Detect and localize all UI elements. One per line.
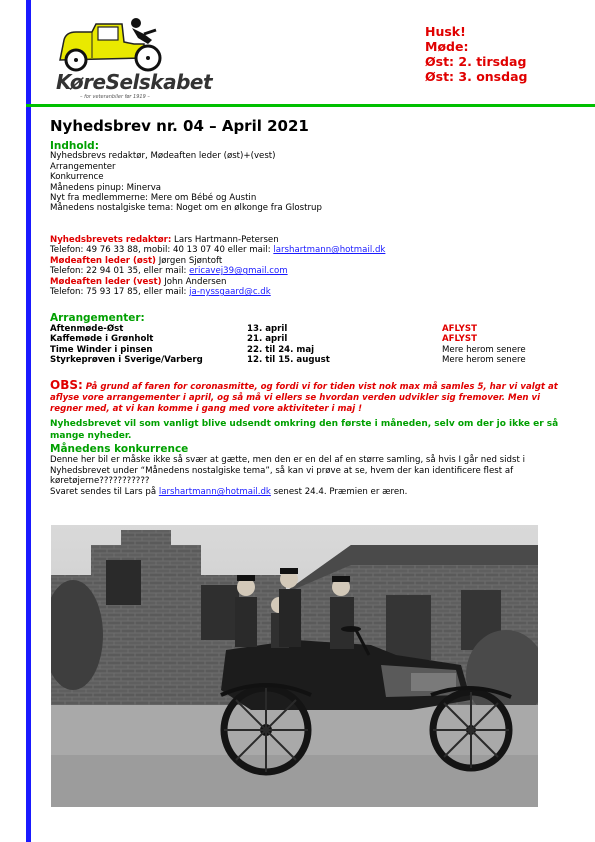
event-date: 13. april	[247, 323, 288, 334]
vintage-car-illustration	[51, 525, 538, 807]
contents-item: Konkurrence	[50, 172, 104, 183]
covid-notice	[50, 380, 570, 415]
contest-answer-suffix: senest 24.4. Præmien er æren.	[273, 487, 408, 498]
contents-item: Arrangementer	[50, 161, 116, 172]
car-logo-icon	[52, 10, 192, 72]
reminder-line: Øst: 2. tirsdag	[425, 54, 527, 69]
contacts-section	[50, 235, 385, 297]
contact-email-link[interactable]: ericavej39@gmail.com	[189, 266, 288, 277]
contact-role: Mødeaften leder (vest)	[50, 276, 162, 287]
contest-answer	[50, 487, 575, 498]
notice-label: OBS:	[50, 378, 83, 392]
event-status: AFLYST	[442, 323, 477, 334]
contact-role: Mødeaften leder (øst)	[50, 255, 156, 266]
event-status: AFLYST	[442, 334, 477, 344]
newsletter-note: Nyhedsbrevet vil som vanligt blive udsendt omkring den første i måneden, selv om der jo ikke er så mange nyheder.	[50, 419, 559, 441]
contact-phone-line	[50, 266, 385, 276]
contest-heading: Månedens konkurrence	[50, 443, 189, 455]
contact-phone: Telefon: 75 93 17 85, eller mail:	[50, 287, 187, 298]
contact-name: John Andersen	[164, 276, 227, 287]
event-row	[50, 334, 562, 345]
events-heading: Arrangementer:	[50, 312, 145, 324]
event-date: 21. april	[247, 334, 288, 344]
contact-editor	[50, 235, 385, 245]
contents-item: Månedens pinup: Minerva	[50, 182, 162, 193]
notice-text: På grund af faren for coronasmitte, og fordi vi for tiden vist nok max må samles 5, har vi valgt at aflyse vore arrangementer i april, og så må vi ellers se hvordan verden udvikler sig fremover. Men vi regner med, at vi kan komme i gang med vore aktiviteter i maj !	[50, 382, 558, 414]
event-date: 12. til 15. august	[247, 355, 330, 365]
contact-phone-line	[50, 287, 385, 297]
event-date: 22. til 24. maj	[247, 344, 315, 355]
contact-phone: Telefon: 22 94 01 35, eller mail:	[50, 266, 187, 277]
event-name: Styrkeprøven i Sverige/Varberg	[50, 355, 203, 365]
left-accent-bar	[26, 0, 31, 842]
contest-email-link[interactable]: larshartmann@hotmail.dk	[158, 487, 271, 498]
event-status: Mere herom senere	[442, 355, 526, 365]
contact-name: Lars Hartmann-Petersen	[174, 235, 279, 245]
contact-role: Nyhedsbrevets redaktør:	[50, 235, 172, 245]
header-divider	[26, 104, 595, 107]
contact-west-leader	[50, 277, 385, 287]
reminder-line: Øst: 3. onsdag	[425, 69, 528, 84]
event-status: Mere herom senere	[442, 344, 526, 355]
event-row	[50, 324, 562, 335]
contact-name: Jørgen Sjøntoft	[158, 255, 223, 266]
event-row	[50, 355, 562, 366]
reminder-line: Husk!	[425, 24, 466, 39]
contact-phone-line	[50, 245, 385, 255]
contest-section	[50, 444, 575, 498]
contact-phone: Telefon: 49 76 33 88, mobil: 40 13 07 40 eller mail:	[50, 245, 271, 256]
contents-heading: Indhold:	[50, 140, 99, 152]
contents-item: Nyt fra medlemmerne: Mere om Bébé og Austin	[50, 193, 257, 204]
vintage-car-photo	[51, 525, 538, 807]
meeting-reminder	[425, 24, 527, 84]
reminder-line: Møde:	[425, 39, 469, 54]
newsletter-title: Nyhedsbrev nr. 04 – April 2021	[50, 117, 309, 135]
contact-east-leader	[50, 256, 385, 266]
event-name: Aftenmøde-Øst	[50, 323, 124, 334]
logo-wordmark: KøreSelskabet	[56, 70, 213, 94]
contact-email-link[interactable]: ja-nyssgaard@c.dk	[189, 287, 271, 298]
contents-item: Nyhedsbrevs redaktør, Mødeaften leder (øst)+(vest)	[50, 151, 276, 162]
contact-email-link[interactable]: larshartmann@hotmail.dk	[273, 245, 386, 256]
club-logo	[52, 10, 213, 102]
logo-tagline: – for veteranbiler før 1919 –	[80, 94, 150, 100]
contents-item: Månedens nostalgiske tema: Noget om en ølkonge fra Glostrup	[50, 203, 322, 214]
contents-section	[50, 141, 322, 214]
events-section	[50, 312, 562, 366]
contest-answer-prefix: Svaret sendes til Lars på	[50, 487, 157, 498]
event-name: Time Winder i pinsen	[50, 344, 153, 355]
event-name: Kaffemøde i Grønholt	[50, 334, 154, 344]
contest-body: Denne her bil er måske ikke så svær at gætte, men den er en del af en større samling, så hvis I går ned sidst i Nyhedsbrevet under “Månedens nostalgiske tema”, så kan vi prøve at se, hvem der kan identificere flest af køretøjerne???????????	[50, 454, 525, 487]
event-row	[50, 345, 562, 356]
